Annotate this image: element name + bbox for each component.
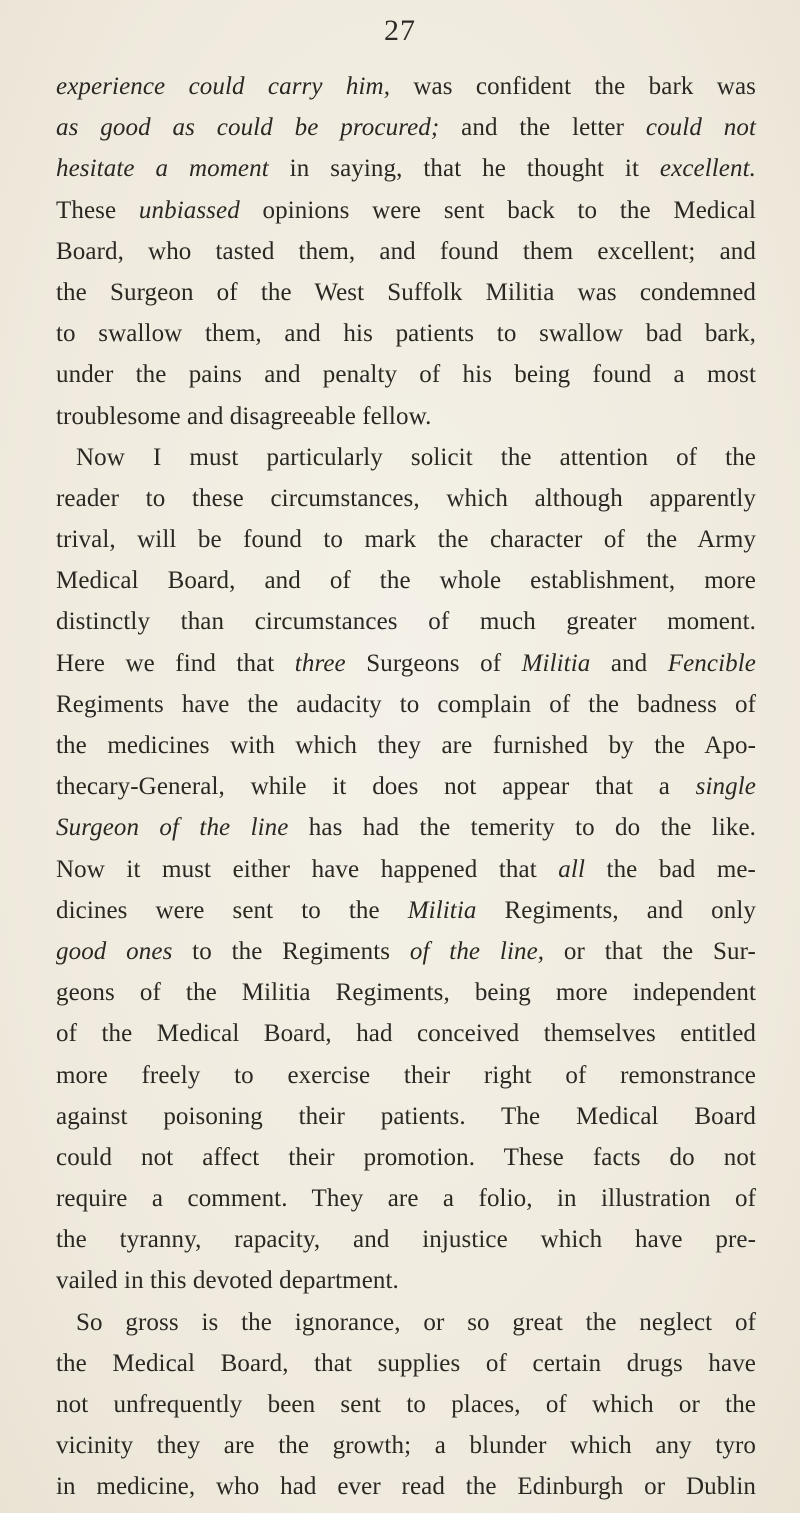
italic-text: of the line, (409, 937, 545, 965)
body-text (56, 66, 756, 1508)
italic-text: good ones (56, 937, 173, 965)
italic-text: could not (645, 114, 757, 142)
italic-text: three (294, 649, 346, 677)
text-segment: Now I must particularly solicit the attention of the (76, 443, 756, 471)
text-line (56, 519, 756, 560)
text-line (56, 1096, 756, 1137)
text-segment: in medicine, who had ever read the Edinburgh or Dublin (56, 1473, 756, 1501)
italic-text: unbiassed (138, 196, 240, 224)
text-segment: more freely to exercise their right of remonstrance (56, 1061, 756, 1089)
text-segment: could not affect their promotion. These facts do not (56, 1143, 756, 1171)
page-number: 27 (384, 14, 416, 47)
text-line (56, 1466, 756, 1507)
italic-text: all (558, 855, 585, 883)
text-segment: troublesome and disagreeable fellow. (56, 402, 432, 430)
italic-text: Fencible (667, 649, 756, 677)
text-line (56, 931, 756, 972)
text-line (56, 231, 756, 272)
text-line (56, 890, 756, 931)
text-segment: Board, who tasted them, and found them excellent; and (56, 237, 756, 265)
text-segment: Surgeons of (345, 649, 522, 677)
text-line (56, 66, 756, 107)
text-line (56, 478, 756, 519)
text-segment: the Medical Board, that supplies of certain drugs have (56, 1349, 756, 1377)
text-line (56, 396, 756, 437)
text-line (56, 601, 756, 642)
text-line (56, 272, 756, 313)
text-segment: require a comment. They are a folio, in illustration of (56, 1185, 756, 1213)
text-line (56, 1425, 756, 1466)
text-line (56, 1384, 756, 1425)
text-segment: opinions were sent back to the Medical (239, 196, 757, 224)
text-segment: vailed in this devoted department. (56, 1267, 399, 1295)
text-segment: So gross is the ignorance, or so great the neglect of (76, 1308, 756, 1336)
text-line (56, 1013, 756, 1054)
text-segment: the bad me- (585, 855, 756, 883)
text-segment: under the pains and penalty of his being found a most (56, 361, 756, 389)
text-segment: Regiments, and only (476, 896, 756, 924)
text-segment: Medical Board, and of the whole establishment, more (56, 567, 756, 595)
text-segment: dicines were sent to the (56, 896, 408, 924)
text-segment: has had the temerity to do the like. (288, 814, 756, 842)
italic-text: single (695, 773, 756, 801)
text-line (56, 1055, 756, 1096)
text-segment: geons of the Militia Regiments, being more independent (56, 979, 756, 1007)
text-segment: and the letter (439, 114, 646, 142)
text-segment: to swallow them, and his patients to swallow bad bark, (56, 320, 756, 348)
text-segment: the medicines with which they are furnished by the Apo- (56, 732, 756, 759)
text-segment: Here we find that (56, 649, 295, 677)
text-segment: trival, will be found to mark the character of the Army (56, 526, 756, 554)
text-line (56, 1343, 756, 1384)
text-line (56, 313, 756, 354)
italic-text: Militia (407, 896, 477, 924)
text-line (56, 354, 756, 395)
text-segment: in saying, that he thought it (268, 155, 660, 183)
italic-text: excellent. (659, 155, 756, 183)
text-line (56, 1219, 756, 1260)
italic-text: as good as could be procured; (56, 114, 440, 142)
text-line (56, 1260, 756, 1301)
italic-text: Surgeon of the line (56, 814, 289, 842)
text-segment: to the Regiments (172, 937, 410, 965)
text-segment: of the Medical Board, had conceived themselves entitled (56, 1020, 756, 1048)
text-line (56, 849, 756, 890)
text-segment: Regiments have the audacity to complain of the badness of (56, 690, 756, 718)
text-line (56, 725, 756, 766)
text-line (56, 560, 756, 601)
text-segment: the tyranny, rapacity, and injustice which have pre- (56, 1226, 756, 1254)
italic-text: experience could carry him, (56, 73, 391, 100)
italic-text: Militia (521, 649, 591, 677)
text-segment: These (56, 196, 139, 224)
text-line (56, 1302, 756, 1343)
text-line (56, 107, 756, 148)
text-segment: and (590, 649, 668, 677)
text-line (56, 972, 756, 1013)
text-line (56, 437, 756, 478)
text-line (56, 190, 756, 231)
text-line (56, 1137, 756, 1178)
text-segment: vicinity they are the growth; a blunder which any tyro (56, 1432, 756, 1460)
text-segment: reader to these circumstances, which although apparently (56, 484, 756, 512)
text-line (56, 148, 756, 189)
text-segment: was confident the bark was (390, 73, 756, 100)
text-line (56, 807, 756, 848)
text-segment: not unfrequently been sent to places, of which or the (56, 1391, 756, 1418)
text-segment: against poisoning their patients. The Medical Board (56, 1102, 756, 1130)
text-line (56, 684, 756, 725)
text-segment: or that the Sur- (544, 937, 756, 965)
text-segment: distinctly than circumstances of much greater moment. (56, 608, 756, 636)
text-segment: Now it must either have happened that (56, 855, 559, 883)
text-line (56, 643, 756, 684)
text-line (56, 766, 756, 807)
italic-text: hesitate a moment (56, 155, 269, 183)
text-line (56, 1178, 756, 1219)
text-segment: thecary-General, while it does not appear that a (56, 773, 696, 801)
text-segment: the Surgeon of the West Suffolk Militia was condemned (56, 278, 756, 306)
